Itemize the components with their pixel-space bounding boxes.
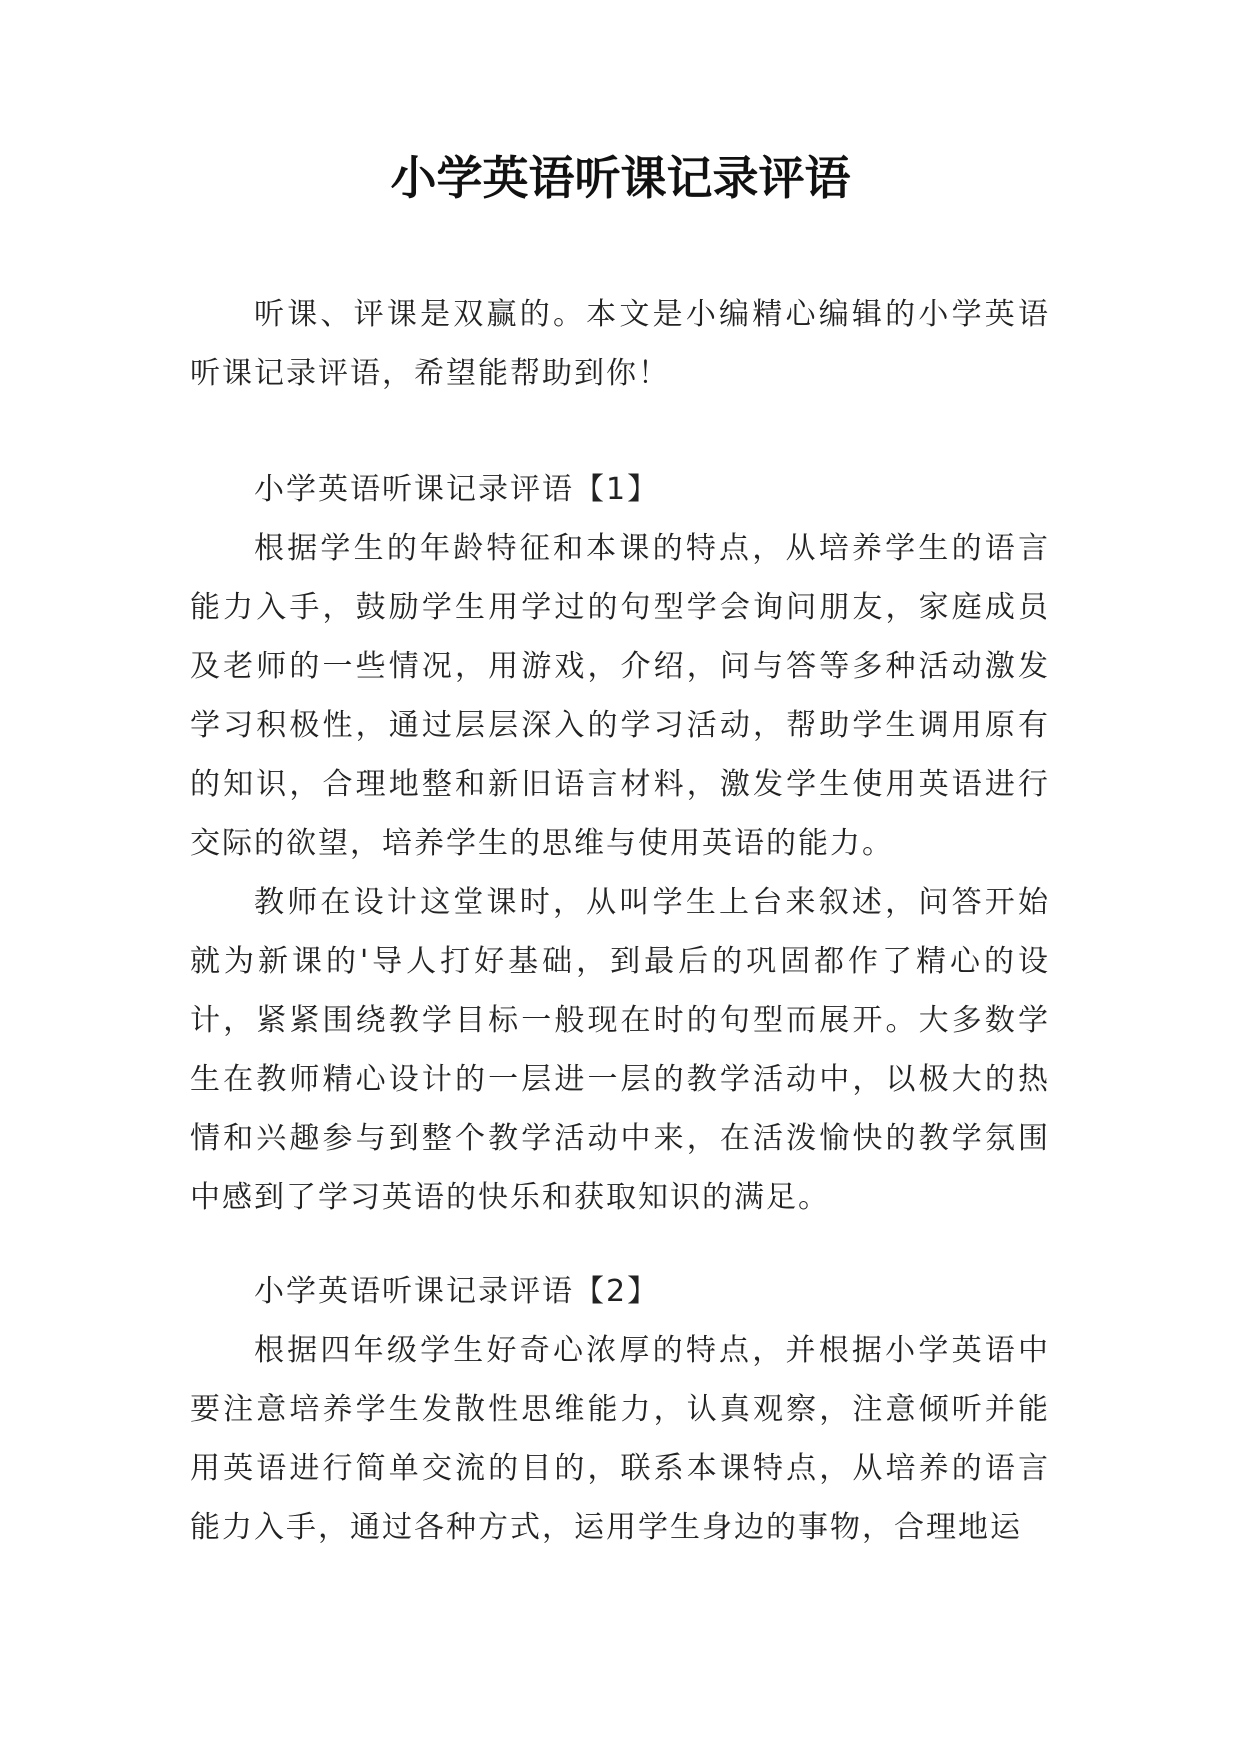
section-paragraph: 教师在设计这堂课时，从叫学生上台来叙述，问答开始就为新课的'导人打好基础，到最后的巩固都作了精心的设计，紧紧围绕教学目标一般现在时的句型而展开。大多数学生在教师精心设计的一层进一层的教学活动中，以极大的热情和兴趣参与到整个教学活动中来，在活泼愉快的教学氛围中感到了学习英语的快乐和获取知识的满足。 xyxy=(190,885,1050,1215)
section-heading: 小学英语听课记录评语【2】 xyxy=(254,1274,660,1309)
intro-block xyxy=(190,285,1050,403)
section-paragraph: 根据四年级学生好奇心浓厚的特点，并根据小学英语中要注意培养学生发散性思维能力，认真观察，注意倾听并能用英语进行简单交流的目的，联系本课特点，从培养的语言能力入手，通过各种方式，运用学生身边的事物，合理地运 xyxy=(190,1333,1050,1545)
section-2 xyxy=(190,1262,1050,1557)
intro-paragraph: 听课、评课是双赢的。本文是小编精心编辑的小学英语听课记录评语，希望能帮助到你！ xyxy=(190,297,1050,391)
section-heading: 小学英语听课记录评语【1】 xyxy=(254,472,660,507)
section-1 xyxy=(190,460,1050,1227)
document-title: 小学英语听课记录评语 xyxy=(390,151,851,205)
section-paragraph: 根据学生的年龄特征和本课的特点，从培养学生的语言能力入手，鼓励学生用学过的句型学会询问朋友，家庭成员及老师的一些情况，用游戏，介绍，问与答等多种活动激发学习积极性，通过层层深入的学习活动，帮助学生调用原有的知识，合理地整和新旧语言材料，激发学生使用英语进行交际的欲望，培养学生的思维与使用英语的能力。 xyxy=(190,531,1050,861)
